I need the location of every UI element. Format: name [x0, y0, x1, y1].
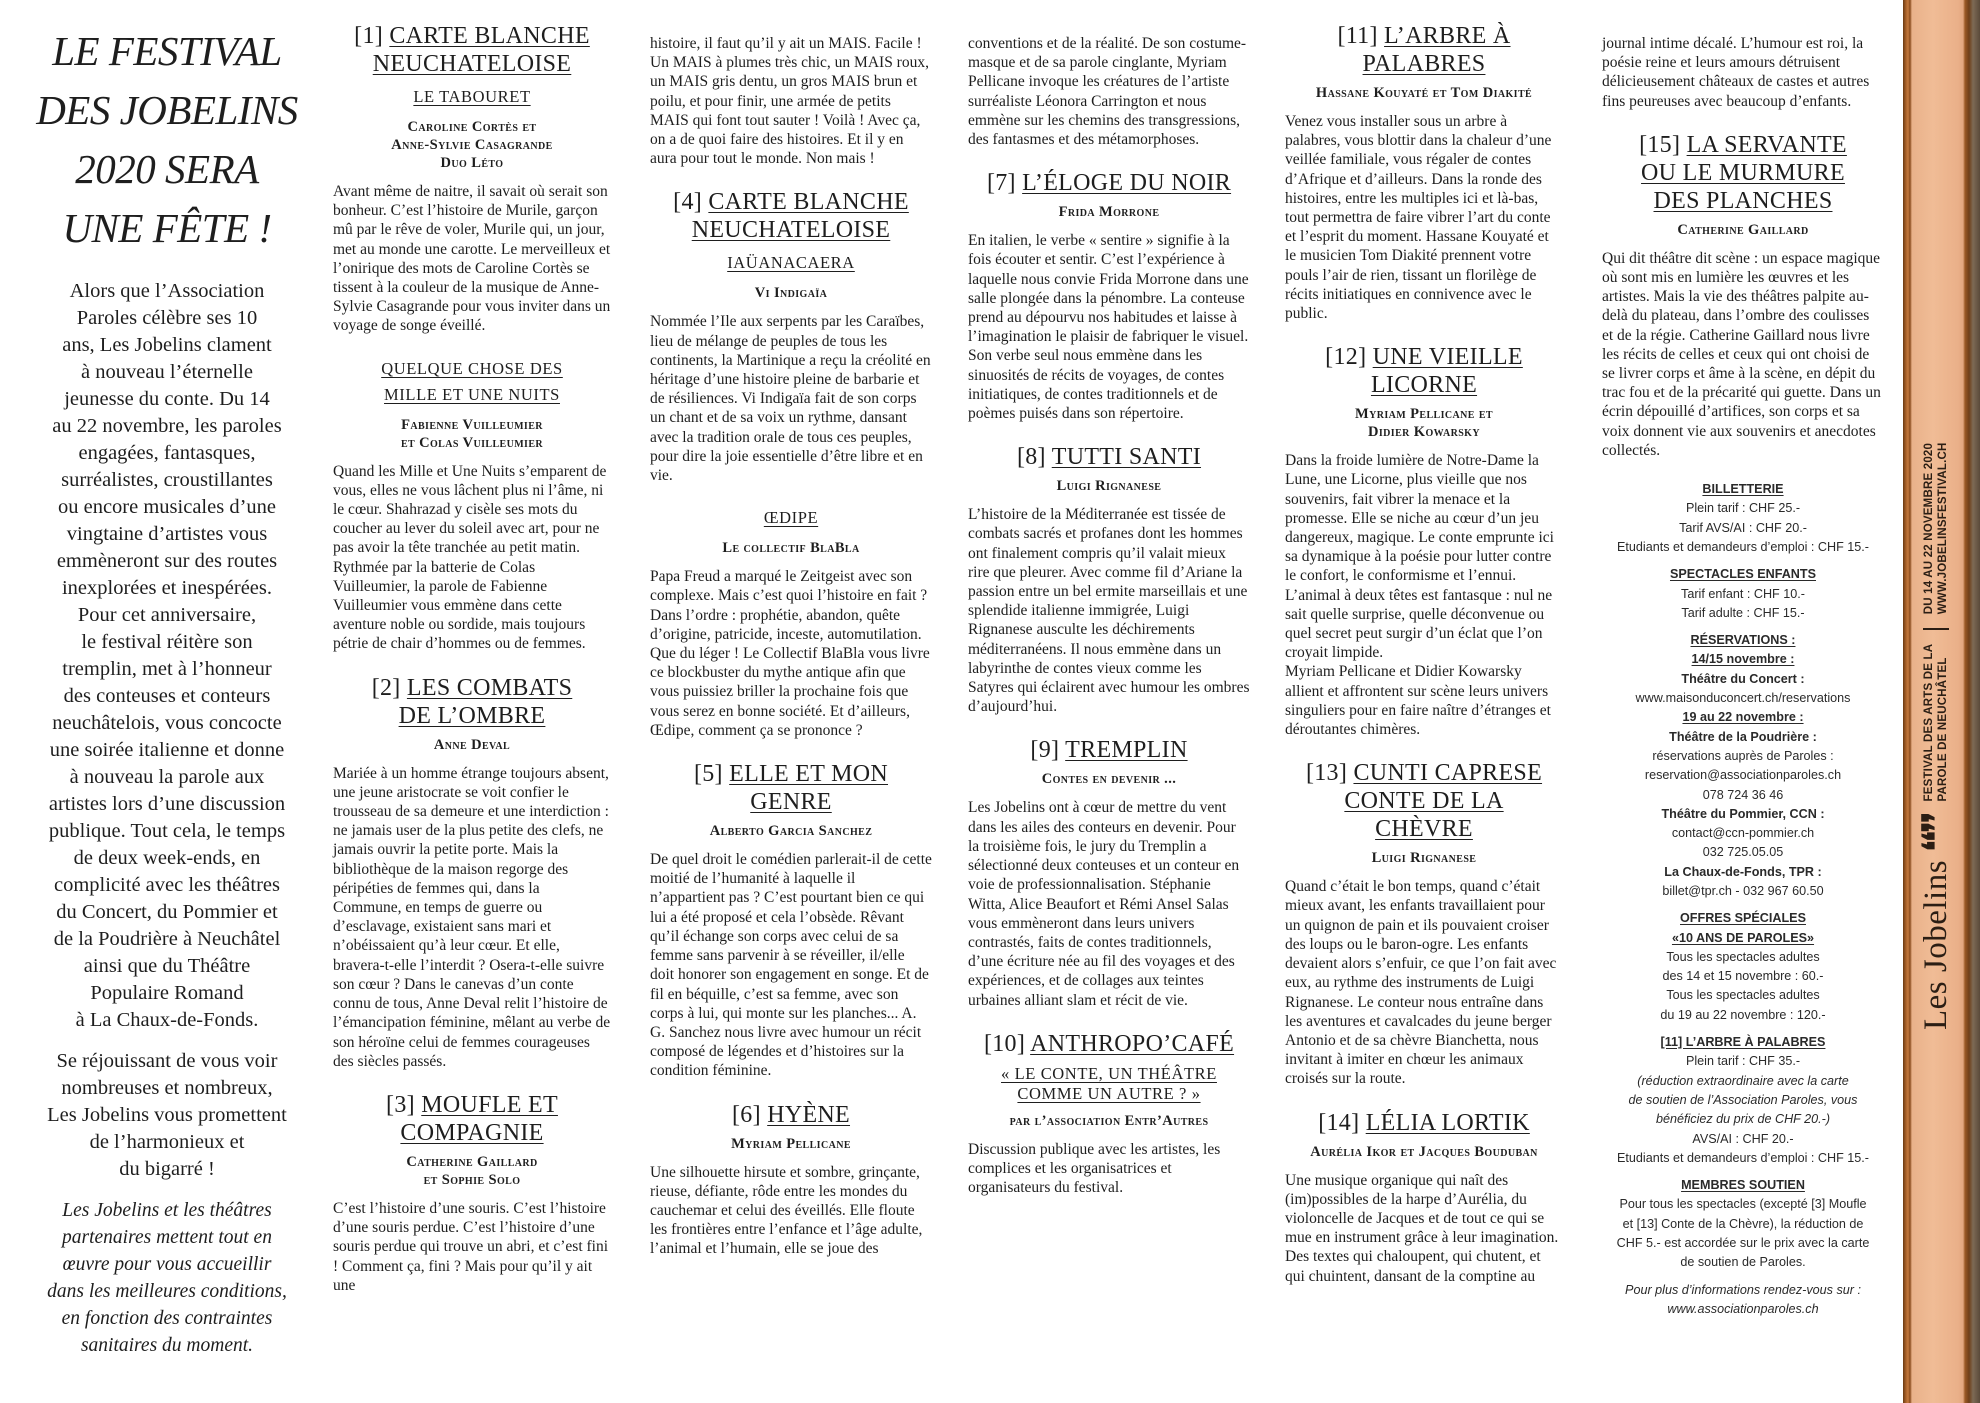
intro-italic-note: [22, 1197, 312, 1359]
show-artist: Luigi Rignanese: [1056, 478, 1162, 495]
show-description: Une musique organique qui naît des (im)possibles de la harpe d’Aurélia, du violoncelle de Jacques et de tout ce qui se mue en instrument grâce à leur imagination. Des textes qui chaloupent, qui chutent, et qui chuintent, dansant de la comptine au: [1285, 1171, 1559, 1285]
show-title: [4] CARTE BLANCHE NEUCHATELOISE: [673, 189, 909, 244]
intro-line: ans, Les Jobelins clament: [62, 334, 272, 356]
intro-line: des conteuses et conteurs: [63, 685, 271, 707]
show-title: [13] CUNTI CAPRESE CONTE DE LA CHÈVRE: [1305, 760, 1543, 843]
intro-line: au 22 novembre, les paroles: [52, 415, 282, 437]
show-artist: Fabienne Vuilleumier et Colas Vuilleumier: [400, 416, 544, 451]
intro-line: du bigarré !: [119, 1158, 215, 1180]
show-description: De quel droit le comédien parlerait-il de cette moitié de l’humanité à laquelle il n’appartient pas ? C’est pourtant bien ce qui lui a été proposé et cela l’obsède. Rêvant qu’il échange son corps avec celui de sa femme sans parvenir à se réveiller, il/elle doit honorer son engagement en songe. Et de fil en béquille, c’est sa femme, avec son corps à lui, qui monte sur les planches... A. G. Sanchez nous livre avec humour un récit composé de légendes et d’histoires sur la condition féminine.: [650, 851, 932, 1080]
show-2: [333, 674, 611, 1071]
intro-line: œuvre pour vous accueillir: [62, 1254, 272, 1275]
show-artist: Hassane Kouyaté et Tom Diakité: [1315, 85, 1533, 101]
show-title: [7] L’ÉLOGE DU NOIR: [986, 170, 1232, 197]
intro-line: Pour cet anniversaire,: [77, 604, 257, 626]
show-title: [2] LES COMBATS DE L’OMBRE: [371, 674, 573, 729]
show-artist: Catherine Gaillard et Sophie Solo: [406, 1153, 538, 1188]
intro-line: de l’harmonieux et: [89, 1131, 245, 1153]
quote-marks-icon: ❛❛❜❜: [1916, 813, 1956, 852]
show-description-continued: journal intime décalé. L’humour est roi, la poésie reine et leurs amours détruisent délicieusement châteaux de castes et autres fins peureuses avec beaucoup d’enfants.: [1602, 35, 1870, 110]
show-artist: Contes en devenir ...: [1041, 771, 1177, 788]
intro-line: ou encore musicales d’une: [57, 496, 276, 518]
intro-paragraph-1: [22, 278, 312, 1034]
intro-line: de deux week-ends, en: [73, 847, 261, 869]
show-subtitle: QUELQUE CHOSE DES MILLE ET UNE NUITS: [381, 358, 563, 404]
show-description: Quand c’était le bon temps, quand c’était mieux avant, les enfants travaillaient pour un quignon de pain et ils pouvaient croiser des loups ou le baron-ogre. Les enfants devaient alors s’enfuir, ce que l’on fait avec eux, au rythme des instruments de Luigi Rignanese. Le conteur nous entraîne dans les aventures et cavalcades du jeune berger Antonio et de sa chèvre Bianchetta, nous invitant à imiter en chœur les animaux croisés sur la route.: [1285, 878, 1557, 1088]
festival-brand-vertical: [1910, 330, 1962, 1030]
show-subtitle: LE TABOURET: [413, 87, 531, 106]
festival-tagline: FESTIVAL DES ARTS DE LA PAROLE DE NEUCHÂTEL: [1923, 643, 1949, 802]
members-block: MEMBRES SOUTIEN Pour tous les spectacles (excepté [3] Moufle et [13] Conte de la Chèvre), la réduction de CHF 5.- est accordée sur le prix avec la carte de soutien de Paroles.: [1616, 1178, 1870, 1270]
show-description: Quand les Mille et Une Nuits s’emparent de vous, elles ne vous lâchent plus ni l’âme, ni le cœur. Shahrazad y cisèle ses mots du coucher au lever du soleil avec art, pour ne pas avoir la tête tranchée au petit matin. Rythmée par la batterie de Colas Vuilleumier, la parole de Fabienne Vuilleumier vous emmène dans cette aventure noble ou sordide, mais toujours pétrie de chair d’hommes ou de femmes.: [333, 462, 607, 653]
show-description: Venez vous installer sous un arbre à palabres, vous blottir dans la chaleur d’une veillée familiale, vous régaler de contes d’Afrique et d’ailleurs. Dans la ronde des histoires, entre les multiples ici et là-bas, tout permettra de faire vibrer l’art du conte et l’esprit du moment. Hassane Kouyaté et le musicien Tom Diakité prennent votre pouls l’air de rien, tissant un florilège de récits initiatiques en connivence avec le public.: [1285, 113, 1552, 323]
show-6: [650, 1101, 932, 1259]
show-artist: Anne Deval: [433, 736, 511, 753]
show-description: Les Jobelins ont à cœur de mettre du vent dans les ailes des conteurs en devenir. Pour la troisième fois, le jury du Tremplin a sélectionné deux conteuses et un conteur en voie de professionnalisation. Stéphanie Witta, Alice Beaufort et Rémi Ansel Salas vous emmèneront dans leurs univers contrastés, faits de contes traditionnels, d’une écriture née au fil des voyages et des expériences, et de collages aux teintes urbaines alliant slam et récit de vie.: [968, 799, 1240, 1009]
more-info-footer: Pour plus d’informations rendez-vous sur : www.associationparoles.ch: [1602, 1281, 1884, 1320]
intro-line: une soirée italienne et donne: [49, 739, 285, 761]
show-4: [650, 188, 932, 740]
show-artist: Caroline Cortès et Anne-Sylvie Casagrande Duo Léto: [391, 119, 553, 171]
show-5: [650, 760, 932, 1080]
show-11: [1285, 22, 1563, 323]
show-artist: Myriam Pellicane et Didier Kowarsky: [1355, 406, 1493, 441]
show-title: [14] LÉLIA LORTIK: [1318, 1109, 1530, 1136]
festival-dates: DU 14 AU 22 NOVEMBRE 2020 WWW.JOBELINSFESTIVAL.CH: [1923, 442, 1949, 615]
show-title: [11] L’ARBRE À PALABRES: [1337, 23, 1511, 77]
brand-logo-text: Les Jobelins: [1917, 859, 1954, 1030]
show-description-continued: conventions et de la réalité. De son costume-masque et de sa parole cinglante, Myriam Pellicane invoque les créatures de l’artiste surréaliste Léonora Carrington et nous emmène sur les chemins des transgressions, des fantasmes et des métamorphoses.: [968, 35, 1247, 149]
show-description: Dans la froide lumière de Notre-Dame la Lune, une Licorne, plus vieille que nos souvenirs, fait vibrer la menace et la promesse. Elle se niche au cœur d’un jeu dangereux, magique. Le conte emprunte ici sa dynamique à la poésie pour lutter contre le confort, le conformisme et l’ennui. L’animal à deux têtes est fantasque : nul ne sait quelle surprise, quelle déconvenue ou quel secret peut surgir d’un éclat que l’on croyait limpide.: [1285, 452, 1554, 662]
concert-link[interactable]: www.maisonduconcert.ch/reservations: [1635, 691, 1851, 706]
show-description: C’est l’histoire d’une souris. C’est l’histoire d’une souris perdue. C’est l’histoire d’une souris perdue qui trouve un abri, et c’est fini ! Comment ça, fini ? Mais pour qu’il y ait une: [333, 1199, 609, 1294]
intro-line: emmèneront sur des routes: [56, 550, 278, 572]
intro-line: jeunesse du conte. Du 14: [64, 388, 270, 410]
show-subtitle: ŒDIPE: [763, 508, 819, 528]
show-12: [1285, 343, 1563, 739]
show-title: [1] CARTE BLANCHE NEUCHATELOISE: [354, 23, 590, 77]
arbre-pricing-block: [11] L’ARBRE À PALABRES Plein tarif : CHF 35.- (réduction extraordinaire avec la carte de soutien de l’Association Paroles, vous bénéficiez du prix de CHF 20.-) AVS/AI : CHF 20.- Etudiants et demandeurs d’emploi : CHF 15.-: [1617, 1035, 1869, 1165]
intro-line: surréalistes, croustillantes: [61, 469, 273, 491]
show-description: Une silhouette hirsute et sombre, grinçante, rieuse, défiante, rôde entre les mondes du cauchemar et celui des éveillés. Elle floute les frontières entre l’enfance et l’âge adulte, l’animal et l’humain, elle se joue des: [650, 1163, 923, 1258]
show-title: [6] HYÈNE: [731, 1101, 851, 1128]
show-3: [333, 1091, 611, 1295]
intro-line: du Concert, du Pommier et: [56, 901, 278, 923]
intro-line: Se réjouissant de vous voir: [56, 1050, 278, 1072]
show-artist: Frida Morrone: [1058, 204, 1160, 221]
tpr-contact[interactable]: billet@tpr.ch - 032 967 60.50: [1662, 883, 1824, 898]
show-7: [968, 169, 1250, 423]
column-5: [1602, 34, 1884, 1319]
association-link[interactable]: www.associationparoles.ch: [1667, 1301, 1819, 1316]
show-description: En italien, le verbe « sentire » signifie à la fois écouter et sentir. C’est l’expérience à laquelle nous convie Frida Morrone dans une salle plongée dans la pénombre. La conteuse prend au dépourvu nos habitudes et laisse à l’imagination le plaisir de fabriquer le visuel. Son verbe seul nous emmène dans les sinuosités de récits de voyages, de contes initiatiques, de contes traditionnels et de poèmes puisés dans son répertoire.: [968, 232, 1249, 423]
column-2: [650, 34, 932, 1279]
intro-line: Populaire Romand: [90, 982, 244, 1004]
intro-line: tremplin, met à l’honneur: [62, 658, 272, 680]
show-subtitle: IAÜANACAERA: [727, 253, 855, 273]
show-description: Qui dit théâtre dit scène : un espace magique où sont mis en lumière les œuvres et les artistes. Mais la vie des théâtres palpite au-delà du plateau, dans l’ombre des coulisses et de la régie. Catherine Gaillard nous livre les récits de celles et ceux qui ont choisi de se livrer corps et âme à la scène, en dépit du trac fou et de la précarité qui guette. Dans un écrin dépouillé d’artifices, son corps et sa voix donnent vie aux souvenirs et anecdotes collectés.: [1602, 249, 1881, 459]
show-title: [12] UNE VIEILLE LICORNE: [1325, 344, 1523, 399]
show-artist: Le collectif BlaBla: [722, 540, 860, 557]
intro-line: Paroles célèbre ses 10: [76, 307, 258, 329]
intro-paragraph-2: [22, 1048, 312, 1183]
intro-line: partenaires mettent tout en: [62, 1227, 272, 1248]
show-8: [968, 443, 1250, 716]
show-title: [5] ELLE ET MON GENRE: [693, 761, 889, 816]
intro-line: nombreuses et nombreux,: [61, 1077, 273, 1099]
show-artist: par l’association Entr’Autres: [1009, 1112, 1209, 1129]
intro-line: Les Jobelins vous promettent: [47, 1104, 287, 1126]
show-title: [9] TREMPLIN: [1030, 737, 1188, 764]
show-description: Papa Freud a marqué le Zeitgeist avec son complexe. Mais c’est quoi l’histoire en fait ? Dans l’ordre : prophétie, abandon, quête d’origine, patricide, inceste, automutilation. Que du léger ! Le Collectif BlaBla vous livre ce blockbuster du mythe antique afin que vous puissiez briller la prochaine fois que vous serez en bonne société. Et d’ailleurs, Œdipe, comment ça se prononce ?: [650, 568, 930, 739]
kids-shows-block: SPECTACLES ENFANTS Tarif enfant : CHF 10.- Tarif adulte : CHF 15.-: [1669, 567, 1816, 620]
show-artist: Myriam Pellicane: [731, 1135, 851, 1152]
reservations-block: RÉSERVATIONS : 14/15 novembre : Théâtre du Concert : www.maisonduconcert.ch/reservations 19 au 22 novembre : Théâtre de la Poudrière : réservations auprès de Paroles : reservation@associationparoles.ch 078 724 36 46 Théâtre du Pommier, CCN : contact@ccn-pommier.ch 032 725.05.05 La Chaux-de-Fonds, TPR : billet@tpr.ch - 032 967 60.50: [1602, 631, 1884, 901]
show-description: L’histoire de la Méditerranée est tissée de combats sacrés et profanes dont les hommes ont finalement compris qu’il valait mieux rire que pleurer. Avec comme fil d’Ariane la passion entre un bel ermite marseillais et une splendide italienne immigrée, Luigi Rignanese ausculte les déchirements méditerranéens. Il nous emmène dans un labyrinthe de contes vieux comme les Satyres qui éclairent avec humour les ombres d’aujourd’hui.: [968, 506, 1250, 716]
show-14: [1285, 1109, 1563, 1286]
intro-line: à nouveau l’éternelle: [81, 361, 253, 383]
intro-column: [22, 22, 312, 1359]
column-4: [1285, 22, 1563, 1306]
billetterie-block: BILLETTERIE Plein tarif : CHF 25.- Tarif AVS/AI : CHF 20.- Etudiants et demandeurs d’emploi : CHF 15.-: [1617, 482, 1869, 554]
intro-line: publique. Tout cela, le temps: [48, 820, 286, 842]
show-13: [1285, 759, 1563, 1088]
show-artist: Alberto Garcia Sanchez: [709, 823, 873, 840]
divider: [1923, 628, 1949, 630]
intro-line: engagées, fantasques,: [78, 442, 256, 464]
ticket-info: [1602, 480, 1884, 1319]
show-title: [8] TUTTI SANTI: [1016, 444, 1202, 471]
show-description-continued: histoire, il faut qu’il y ait un MAIS. Facile ! Un MAIS à plumes très chic, un MAIS roux, un MAIS gris dentu, un gros MAIS brun et poilu, et pour finir, une armée de petits MAIS qui font tout sauter ! Voilà ! Avec ça, on a de quoi faire des histoires. Et il y en aura pour tout le monde. Non mais !: [650, 35, 929, 168]
intro-line: neuchâtelois, vous concocte: [52, 712, 282, 734]
headline: LE FESTIVAL DES JOBELINS 2020 SERA UNE FÊTE !: [36, 28, 298, 251]
show-description: Nommée l’Ile aux serpents par les Caraïbes, lieu de mélange de peuples de tous les continents, la Martinique a reçu la créolité en héritage d’une histoire pleine de barbarie et de résiliences. Vi Indigaïa fait de son corps un chant et de sa voix un rythme, dansant avec la tradition orale de tous ces peuples, pour dire la joie essentielle d’être libre et en vie.: [650, 313, 931, 485]
intro-line: vingtaine d’artistes vous: [66, 523, 268, 545]
show-description: Discussion publique avec les artistes, les complices et les organisatrices et organisateurs du festival.: [968, 1140, 1221, 1197]
intro-line: le festival réitère son: [81, 631, 253, 653]
show-description: Mariée à un homme étrange toujours absent, une jeune aristocrate se voit confier le trousseau de sa demeure et une interdiction : ne jamais user de la plus petite des clefs, ne jamais ouvrir la petite porte. Mais la bibliothèque de la maison regorge des péripéties de femmes qui, dans la Commune, en temps de guerre ou d’esclavage, existaient sans mari et n’obéissaient qu’à leur cœur. Et elle, bravera-t-elle l’interdit ? Osera-t-elle suivre son cœur ? Dans le canevas d’un conte connu de tous, Anne Deval relit l’histoire de l’émancipation féminine, mêlant au verbe de son héroïne celui de femmes courageuses des siècles passés.: [333, 764, 611, 1070]
show-title: [15] LA SERVANTE OU LE MURMURE DES PLANCHES: [1639, 131, 1847, 214]
intro-line: sanitaires du moment.: [80, 1335, 254, 1356]
intro-line: à nouveau la parole aux: [69, 766, 265, 788]
show-artist: Vi Indigaïa: [754, 285, 828, 302]
show-description: Avant même de naitre, il savait où serait son bonheur. C’est l’histoire de Murile, garçon mû par le rêve de voler, Murile qui, un jour, met au monde une carotte. Le merveilleux et l’onirique des mots de Caroline Cortès se tissent à la couleur de la musique de Anne-Sylvie Casagrande pour vous inviter dans un voyage de songe éveillé.: [333, 183, 611, 335]
intro-line: de la Poudrière à Neuchâtel: [53, 928, 281, 950]
show-10: [968, 1030, 1250, 1198]
intro-line: inexplorées et inespérées.: [61, 577, 273, 599]
show-title: [3] MOUFLE ET COMPAGNIE: [386, 1091, 558, 1146]
festival-website[interactable]: WWW.JOBELINSFESTIVAL.CH: [1937, 442, 1949, 615]
intro-line: Alors que l’Association: [69, 280, 265, 302]
pommier-email[interactable]: contact@ccn-pommier.ch: [1671, 826, 1815, 841]
intro-line: artistes lors d’une discussion: [48, 793, 286, 815]
poudriere-email[interactable]: reservation@associationparoles.ch: [1644, 768, 1842, 783]
show-artist: Catherine Gaillard: [1677, 221, 1809, 238]
show-description: Myriam Pellicane et Didier Kowarsky allient et affrontent sur scène leurs univers singuliers pour en faire naître d’étranges et déroutantes chimères.: [1285, 663, 1551, 739]
intro-line: en fonction des contraintes: [61, 1308, 273, 1329]
show-artist: Luigi Rignanese: [1371, 850, 1477, 867]
intro-line: ainsi que du Théâtre: [83, 955, 251, 977]
intro-line: complicité avec les théâtres: [54, 874, 280, 896]
show-subtitle: « LE CONTE, UN THÉÂTRE COMME UN AUTRE ? »: [1001, 1063, 1217, 1103]
show-9: [968, 736, 1250, 1009]
column-3: [968, 34, 1250, 1217]
intro-line: dans les meilleures conditions,: [47, 1281, 287, 1302]
show-title: [10] ANTHROPO’CAFÉ: [983, 1030, 1235, 1057]
intro-line: Les Jobelins et les théâtres: [62, 1200, 272, 1221]
show-artist: Aurélia Ikor et Jacques Bouduban: [1310, 1143, 1538, 1160]
show-15: [1602, 131, 1884, 460]
special-offers-block: OFFRES SPÉCIALES «10 ANS DE PAROLES» Tous les spectacles adultes des 14 et 15 novembre : 60.- Tous les spectacles adultes du 19 au 22 novembre : 120.-: [1660, 911, 1826, 1022]
intro-line: à La Chaux-de-Fonds.: [75, 1009, 259, 1031]
column-1: [333, 22, 611, 1315]
show-1: [333, 22, 611, 654]
